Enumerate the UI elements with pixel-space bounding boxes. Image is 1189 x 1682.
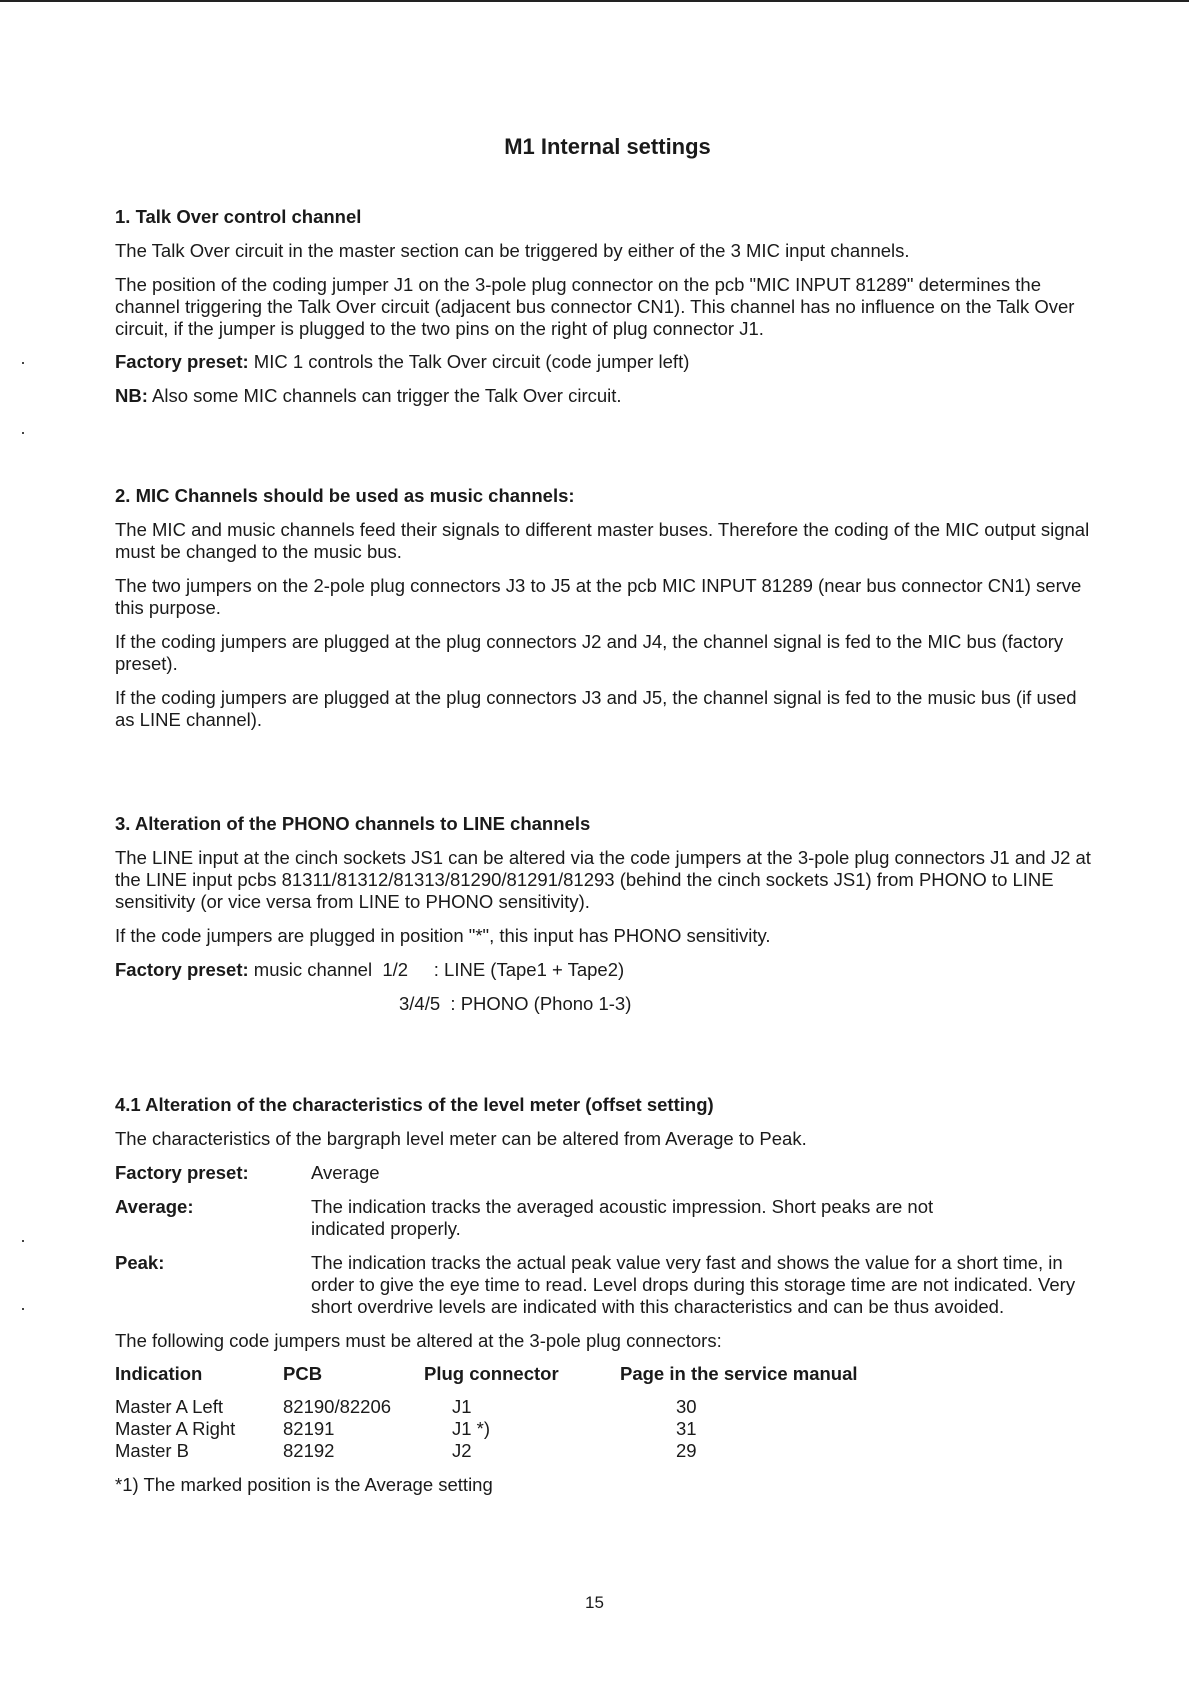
table-cell: Master A Right xyxy=(115,1418,236,1439)
meter-settings-row xyxy=(115,1252,1100,1318)
section-3-para-1: The LINE input at the cinch sockets JS1 can be altered via the code jumpers at the 3-pole plug connectors J1 and J2 at the LINE input pcbs 81311/81312/81313/81290/81291/81293 (behind the cinch sockets JS1) from PHONO to LINE sensitivity (or vice versa from LINE to PHONO sensitivity). xyxy=(115,847,1091,912)
table-header: Page in the service manual xyxy=(620,1363,858,1384)
nb-label: NB: xyxy=(115,385,148,406)
factory-preset-label: Factory preset: xyxy=(115,959,249,980)
table-cell: 82190/82206 xyxy=(283,1396,392,1417)
row-text: Average xyxy=(311,1162,380,1183)
section-4-1-heading: 4.1 Alteration of the characteristics of the level meter (offset setting) xyxy=(115,1094,714,1115)
meter-settings-row xyxy=(115,1196,1100,1240)
meter-settings-row xyxy=(115,1162,1100,1184)
section-2-para-3: If the coding jumpers are plugged at the plug connectors J2 and J4, the channel signal is fed to the MIC bus (factory preset). xyxy=(115,631,1064,674)
section-3-heading: 3. Alteration of the PHONO channels to LINE channels xyxy=(115,813,591,834)
top-rule xyxy=(0,0,1189,2)
section-3 xyxy=(115,813,1100,1015)
section-2-para-4: If the coding jumpers are plugged at the plug connectors J3 and J5, the channel signal is fed to the music bus (if used as LINE channel). xyxy=(115,687,1077,730)
table-cell: 82192 xyxy=(283,1440,335,1461)
row-text: The indication tracks the actual peak value very fast and shows the value for a short time, in order to give the eye time to read. Level drops during this storage time are not indicated. Very short overdrive levels are indicated with this characteristics and can be thus avoided. xyxy=(311,1252,1076,1317)
page-title: M1 Internal settings xyxy=(504,134,711,159)
scan-mark xyxy=(22,1308,24,1310)
table-cell: Master A Left xyxy=(115,1396,223,1417)
section-3-factory-preset-line-2: 3/4/5 : PHONO (Phono 1-3) xyxy=(399,993,632,1014)
table-header: Plug connector xyxy=(424,1363,559,1384)
section-4-1 xyxy=(115,1094,1100,1496)
section-3-para-2: If the code jumpers are plugged in position "*", this input has PHONO sensitivity. xyxy=(115,925,771,946)
section-4-1-para-2: The following code jumpers must be altered at the 3-pole plug connectors: xyxy=(115,1330,722,1351)
page-number: 15 xyxy=(585,1593,604,1612)
table-header: Indication xyxy=(115,1363,203,1384)
row-label: Average: xyxy=(115,1196,194,1217)
table-cell: J1 xyxy=(452,1396,472,1417)
table-header: PCB xyxy=(283,1363,323,1384)
section-1-para-1: The Talk Over circuit in the master section can be triggered by either of the 3 MIC input channels. xyxy=(115,240,910,261)
table-cell: 30 xyxy=(676,1396,697,1417)
section-1-heading: 1. Talk Over control channel xyxy=(115,206,362,227)
table-cell: J1 *) xyxy=(452,1418,491,1439)
section-3-factory-preset xyxy=(115,959,1100,981)
footnote: *1) The marked position is the Average setting xyxy=(115,1474,493,1495)
scan-mark xyxy=(22,1240,24,1242)
section-2-para-2: The two jumpers on the 2-pole plug connectors J3 to J5 at the pcb MIC INPUT 81289 (near bus connector CN1) serve this purpose. xyxy=(115,575,1082,618)
table-cell: J2 xyxy=(452,1440,472,1461)
factory-preset-label: Factory preset: xyxy=(115,351,249,372)
section-1-note xyxy=(115,385,1100,407)
nb-text: Also some MIC channels can trigger the Talk Over circuit. xyxy=(147,385,622,406)
table-cell: Master B xyxy=(115,1440,190,1461)
section-2-para-1: The MIC and music channels feed their signals to different master buses. Therefore the coding of the MIC output signal must be changed to the music bus. xyxy=(115,519,1090,562)
row-label: Factory preset: xyxy=(115,1162,249,1183)
table-cell: 82191 xyxy=(283,1418,335,1439)
section-1-para-2: The position of the coding jumper J1 on the 3-pole plug connector on the pcb "MIC INPUT 81289" determines the channel triggering the Talk Over circuit (adjacent bus connector CN1). This channel has no influence on the Talk Over circuit, if the jumper is plugged to the two pins on the right of plug connector J1. xyxy=(115,274,1075,339)
section-1-factory-preset xyxy=(115,351,1100,373)
scan-mark xyxy=(22,362,24,364)
section-4-1-para-1: The characteristics of the bargraph level meter can be altered from Average to Peak. xyxy=(115,1128,807,1149)
row-text: The indication tracks the averaged acoustic impression. Short peaks are not indicated properly. xyxy=(311,1196,934,1239)
factory-preset-text: MIC 1 controls the Talk Over circuit (code jumper left) xyxy=(248,351,690,372)
row-label: Peak: xyxy=(115,1252,165,1273)
scan-mark xyxy=(22,432,24,434)
table-cell: 29 xyxy=(676,1440,697,1461)
section-2 xyxy=(115,485,1100,731)
table-cell: 31 xyxy=(676,1418,697,1439)
factory-preset-line-1: music channel 1/2 : LINE (Tape1 + Tape2) xyxy=(248,959,625,980)
section-1 xyxy=(115,206,1100,407)
jumper-table xyxy=(115,1363,1100,1462)
section-2-heading: 2. MIC Channels should be used as music channels: xyxy=(115,485,575,506)
